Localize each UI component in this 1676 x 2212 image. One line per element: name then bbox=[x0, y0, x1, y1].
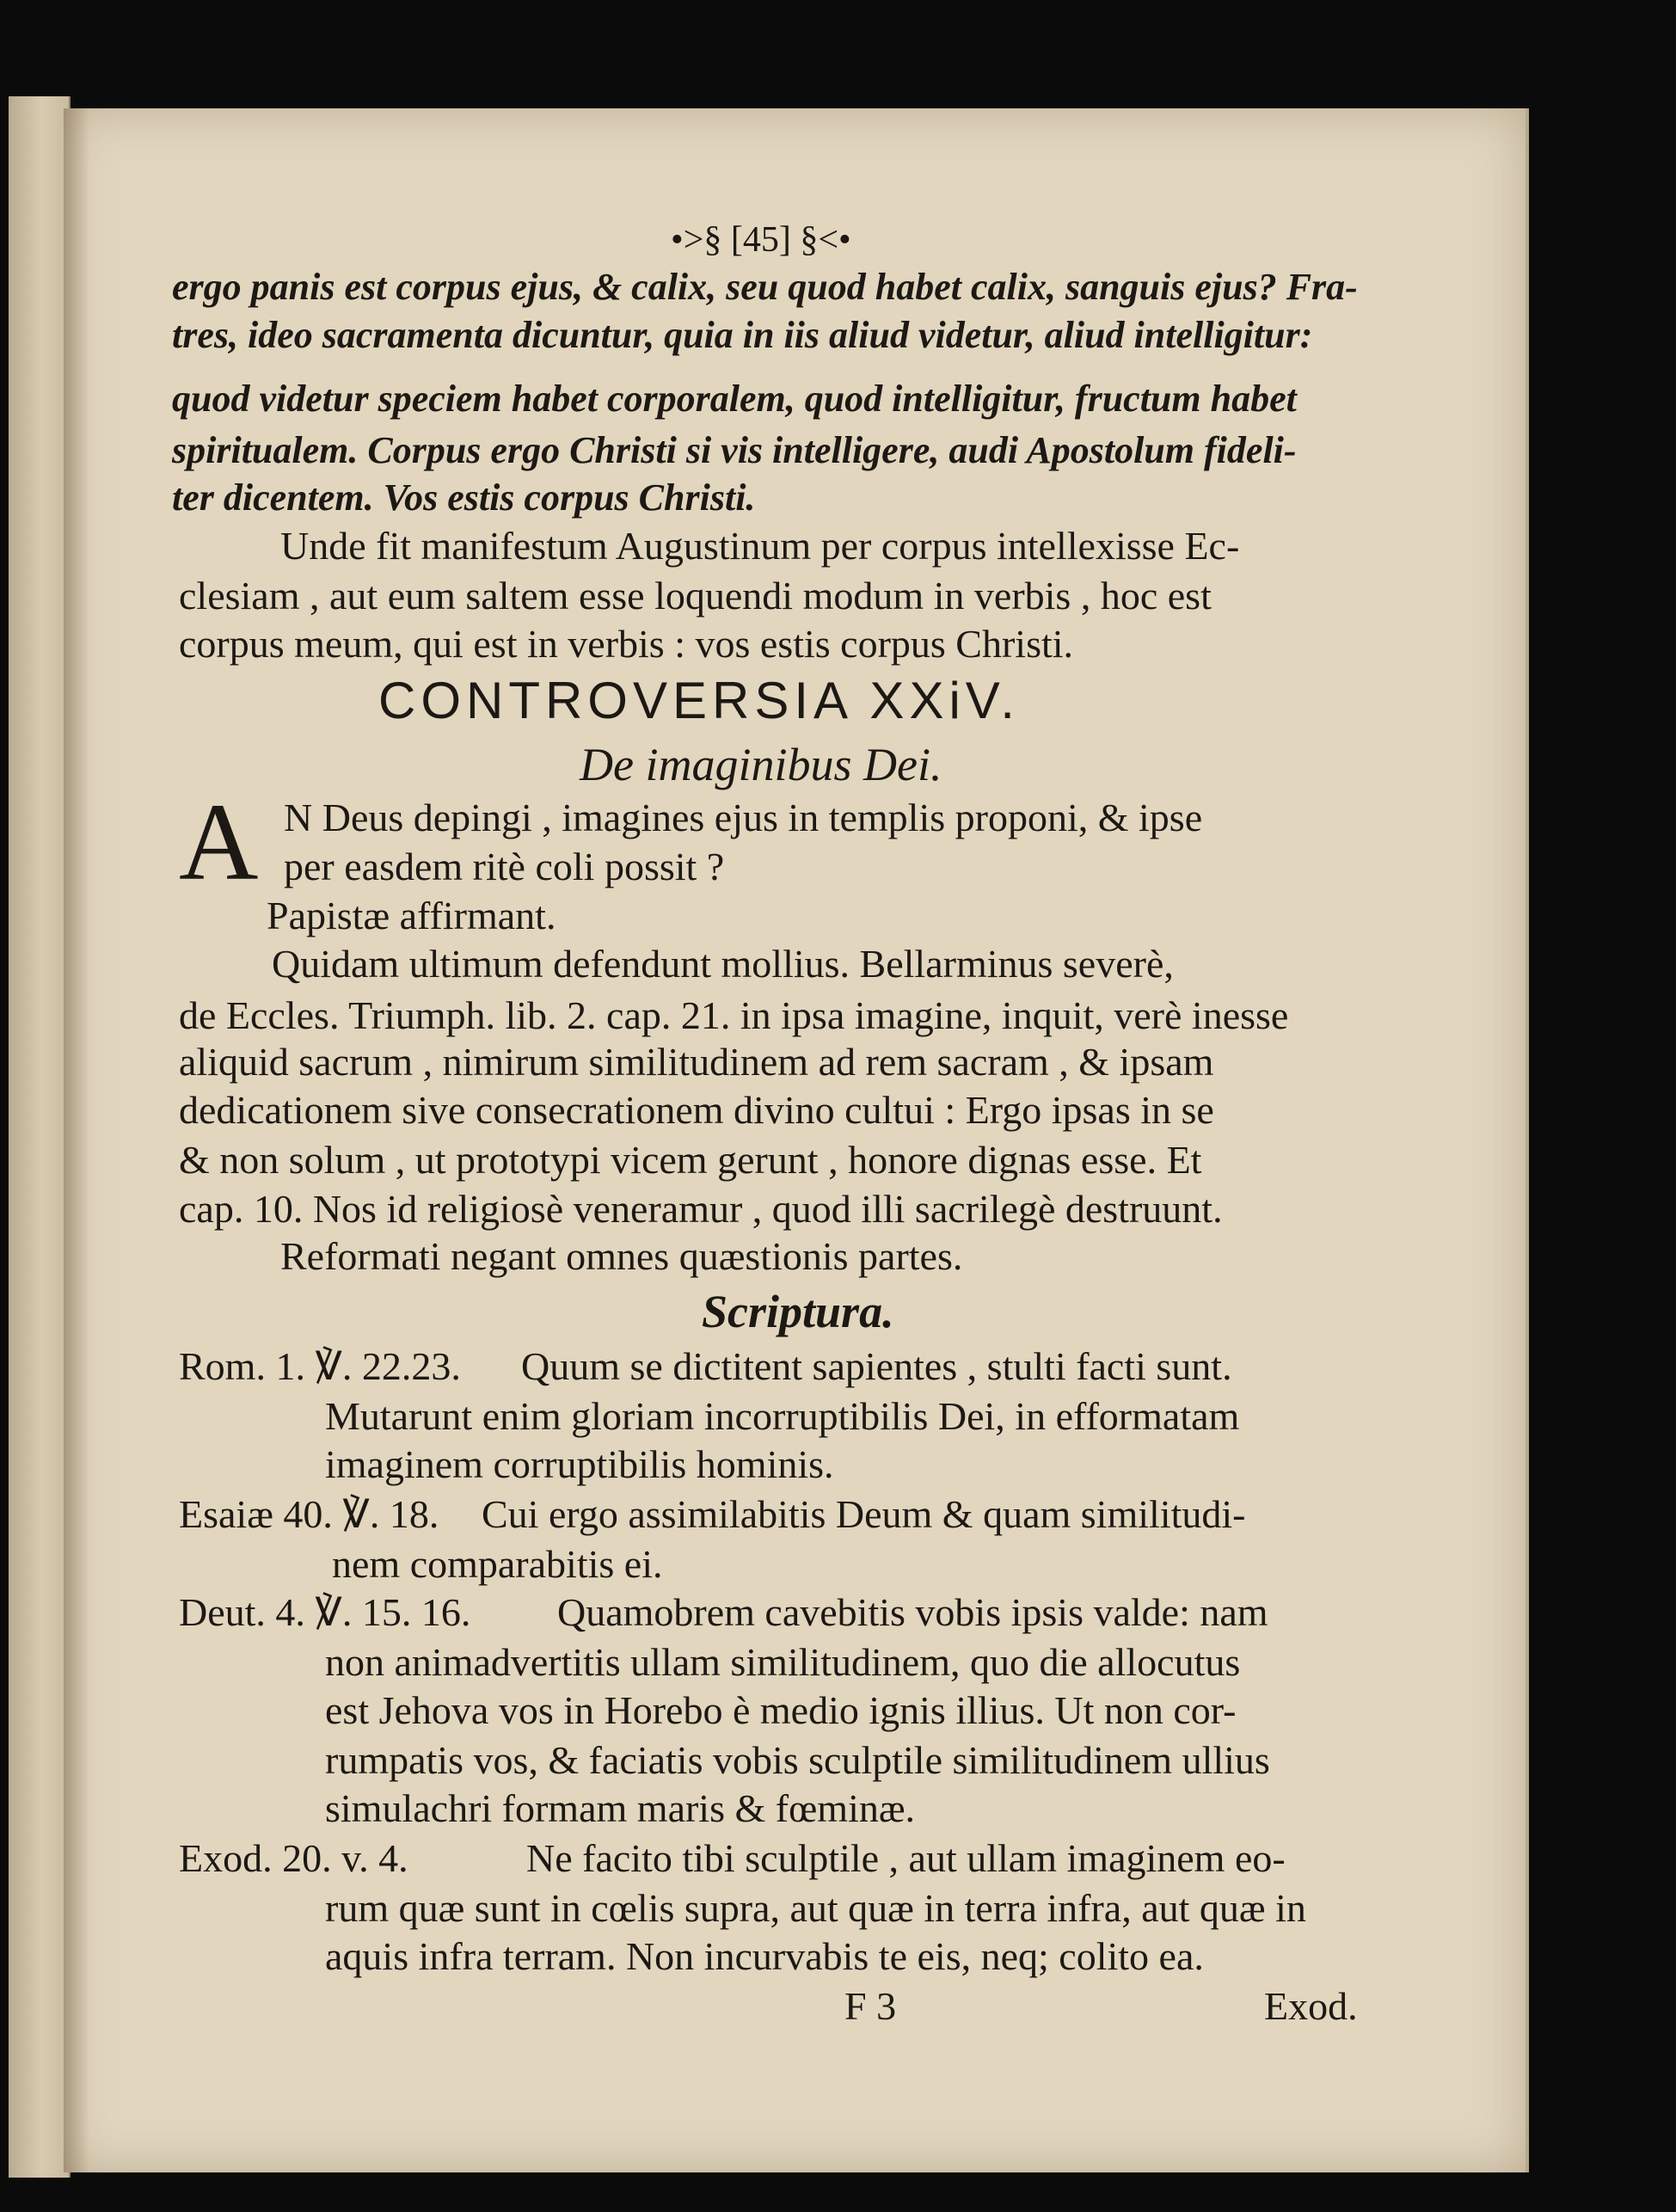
scripture-text: rum quæ sunt in cœlis supra, aut quæ in terra infra, aut quæ in bbox=[325, 1886, 1306, 1930]
scripture-reference: Rom. 1. ℣. 22.23. bbox=[179, 1344, 461, 1388]
text-line: ergo panis est corpus ejus, & calix, seu quod habet calix, sanguis ejus? Fra- bbox=[172, 266, 1358, 308]
text-line: cap. 10. Nos id religiosè veneramur , quod illi sacrilegè destruunt. bbox=[179, 1187, 1223, 1231]
scripture-text: Cui ergo assimilabitis Deum & quam similitudi- bbox=[482, 1492, 1246, 1536]
text-line: quod videtur speciem habet corporalem, quod intelligitur, fructum habet bbox=[172, 378, 1297, 420]
question-line: N Deus depingi , imagines ejus in templis proponi, & ipse bbox=[284, 796, 1203, 839]
page-gutter-shadow bbox=[64, 108, 89, 2172]
scripture-text: rumpatis vos, & faciatis vobis sculptile similitudinem ullius bbox=[325, 1738, 1270, 1782]
scripture-text: est Jehova vos in Horebo è medio ignis illius. Ut non cor- bbox=[325, 1688, 1237, 1732]
scripture-text: nem comparabitis ei. bbox=[332, 1542, 663, 1586]
scripture-text: non animadvertitis ullam similitudinem, quo die allocutus bbox=[325, 1640, 1241, 1684]
question-line: per easdem ritè coli possit ? bbox=[284, 845, 725, 888]
controversy-heading: CONTROVERSIA XXiV. bbox=[378, 672, 1020, 729]
text-line: Papistæ affirmant. bbox=[267, 894, 556, 937]
drop-cap: A bbox=[179, 781, 259, 903]
text-line: clesiam , aut eum saltem esse loquendi modum in verbis , hoc est bbox=[179, 574, 1212, 618]
scripture-text: aquis infra terram. Non incurvabis te eis, neq; colito ea. bbox=[325, 1934, 1204, 1978]
text-line: dedicationem sive consecrationem divino cultui : Ergo ipsas in se bbox=[179, 1088, 1214, 1132]
signature-mark: F 3 bbox=[844, 1984, 897, 2028]
catchword: Exod. bbox=[1264, 1984, 1358, 2028]
text-line: corpus meum, qui est in verbis : vos estis corpus Christi. bbox=[179, 622, 1074, 666]
text-line: de Eccles. Triumph. lib. 2. cap. 21. in ipsa imagine, inquit, verè inesse bbox=[179, 993, 1289, 1037]
scripture-reference: Exod. 20. v. 4. bbox=[179, 1836, 408, 1880]
text-line: ter dicentem. Vos estis corpus Christi. bbox=[172, 476, 756, 519]
text-line: Reformati negant omnes quæstionis partes. bbox=[280, 1234, 963, 1278]
scripture-text: Quum se dictitent sapientes , stulti facti sunt. bbox=[521, 1344, 1232, 1388]
text-line: Unde fit manifestum Augustinum per corpus intellexisse Ec- bbox=[280, 524, 1240, 568]
scripture-text: imaginem corruptibilis hominis. bbox=[325, 1442, 834, 1486]
page-header: •>§ [45] §<• bbox=[671, 220, 851, 260]
text-line: & non solum , ut prototypi vicem gerunt , honore dignas esse. Et bbox=[179, 1138, 1202, 1182]
scripture-reference: Deut. 4. ℣. 15. 16. bbox=[179, 1590, 471, 1634]
scripture-text: Mutarunt enim gloriam incorruptibilis Dei, in efformatam bbox=[325, 1394, 1240, 1438]
section-subheading: De imaginibus Dei. bbox=[580, 739, 942, 790]
text-line: Quidam ultimum defendunt mollius. Bellarminus severè, bbox=[272, 942, 1174, 986]
text-line: tres, ideo sacramenta dicuntur, quia in iis aliud videtur, aliud intelligitur: bbox=[172, 314, 1313, 356]
scripture-text: simulachri formam maris & fœminæ. bbox=[325, 1786, 916, 1830]
text-line: spiritualem. Corpus ergo Christi si vis intelligere, audi Apostolum fideli- bbox=[172, 429, 1297, 471]
text-line: aliquid sacrum , nimirum similitudinem ad rem sacram , & ipsam bbox=[179, 1040, 1214, 1084]
scripture-text: Quamobrem cavebitis vobis ipsis valde: nam bbox=[557, 1590, 1268, 1634]
scripture-heading: Scriptura. bbox=[702, 1286, 894, 1337]
scripture-reference: Esaiæ 40. ℣. 18. bbox=[179, 1492, 439, 1536]
previous-page-edge bbox=[9, 96, 71, 2178]
scripture-text: Ne facito tibi sculptile , aut ullam imaginem eo- bbox=[526, 1836, 1286, 1880]
